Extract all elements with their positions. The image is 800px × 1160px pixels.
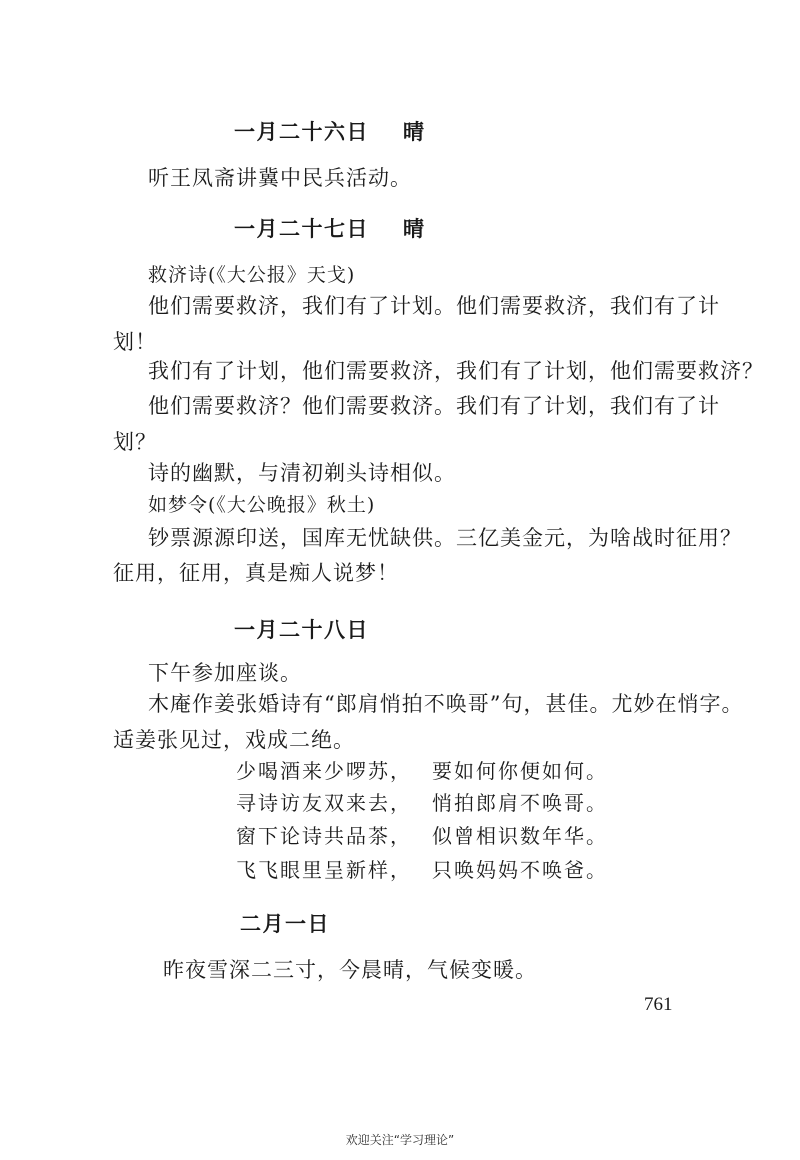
- entry-heading-jan28: [234, 615, 369, 645]
- poem-line-right: 似曾相识数年华。: [432, 824, 608, 848]
- diary-line: 下午参加座谈。: [148, 661, 302, 685]
- diary-line: 他们需要救济，我们有了计划。他们需要救济，我们有了计: [148, 294, 720, 318]
- entry-heading-jan27: [234, 214, 426, 244]
- diary-line: 征用，征用，真是痴人说梦！: [113, 561, 399, 585]
- diary-line: 诗的幽默，与清初剃头诗相似。: [148, 461, 456, 485]
- poem-title: 救济诗(《大公报》天戈): [148, 264, 356, 286]
- diary-line: 木庵作姜张婚诗有“郎肩悄拍不唤哥”句，甚佳。尤妙在悄字。: [148, 692, 744, 716]
- diary-line: 我们有了计划，他们需要救济，我们有了计划，他们需要救济？: [148, 359, 764, 383]
- poem-title: 如梦令(《大公晚报》秋土): [148, 494, 376, 516]
- page-number: 761: [644, 994, 673, 1015]
- footer-watermark: 欢迎关注“学习理论”: [345, 1133, 455, 1147]
- diary-line: 划！: [113, 330, 157, 354]
- entry-weather: 晴: [403, 120, 426, 144]
- entry-date: 一月二十八日: [234, 618, 369, 642]
- diary-line: 他们需要救济？他们需要救济。我们有了计划，我们有了计: [148, 394, 720, 418]
- poem-line-left: 飞飞眼里呈新样，: [236, 858, 412, 882]
- poem-line-left: 少喝酒来少啰苏，: [236, 759, 412, 783]
- entry-date: 一月二十六日: [234, 120, 369, 144]
- poem-line-right: 只唤妈妈不唤爸。: [432, 858, 608, 882]
- poem-line-left: 窗下论诗共品茶，: [236, 824, 412, 848]
- entry-text-jan26: 听王凤斋讲冀中民兵活动。: [148, 166, 412, 190]
- entry-text-feb1: 昨夜雪深二三寸，今晨晴，气候变暖。: [163, 958, 537, 982]
- poem-line-left: 寻诗访友双来去，: [236, 791, 412, 815]
- entry-date: 二月一日: [240, 912, 330, 936]
- entry-heading-feb1: [240, 909, 330, 939]
- diary-line: 划？: [113, 430, 157, 454]
- poem-line-right: 要如何你便如何。: [432, 759, 608, 783]
- diary-line: 钞票源源印送，国库无忧缺供。三亿美金元，为啥战时征用？: [148, 526, 742, 550]
- diary-line: 适姜张见过，戏成二绝。: [113, 728, 355, 752]
- entry-date: 一月二十七日: [234, 217, 369, 241]
- entry-heading-jan26: [234, 117, 426, 147]
- poem-line-right: 悄拍郎肩不唤哥。: [432, 791, 608, 815]
- entry-weather: 晴: [403, 217, 426, 241]
